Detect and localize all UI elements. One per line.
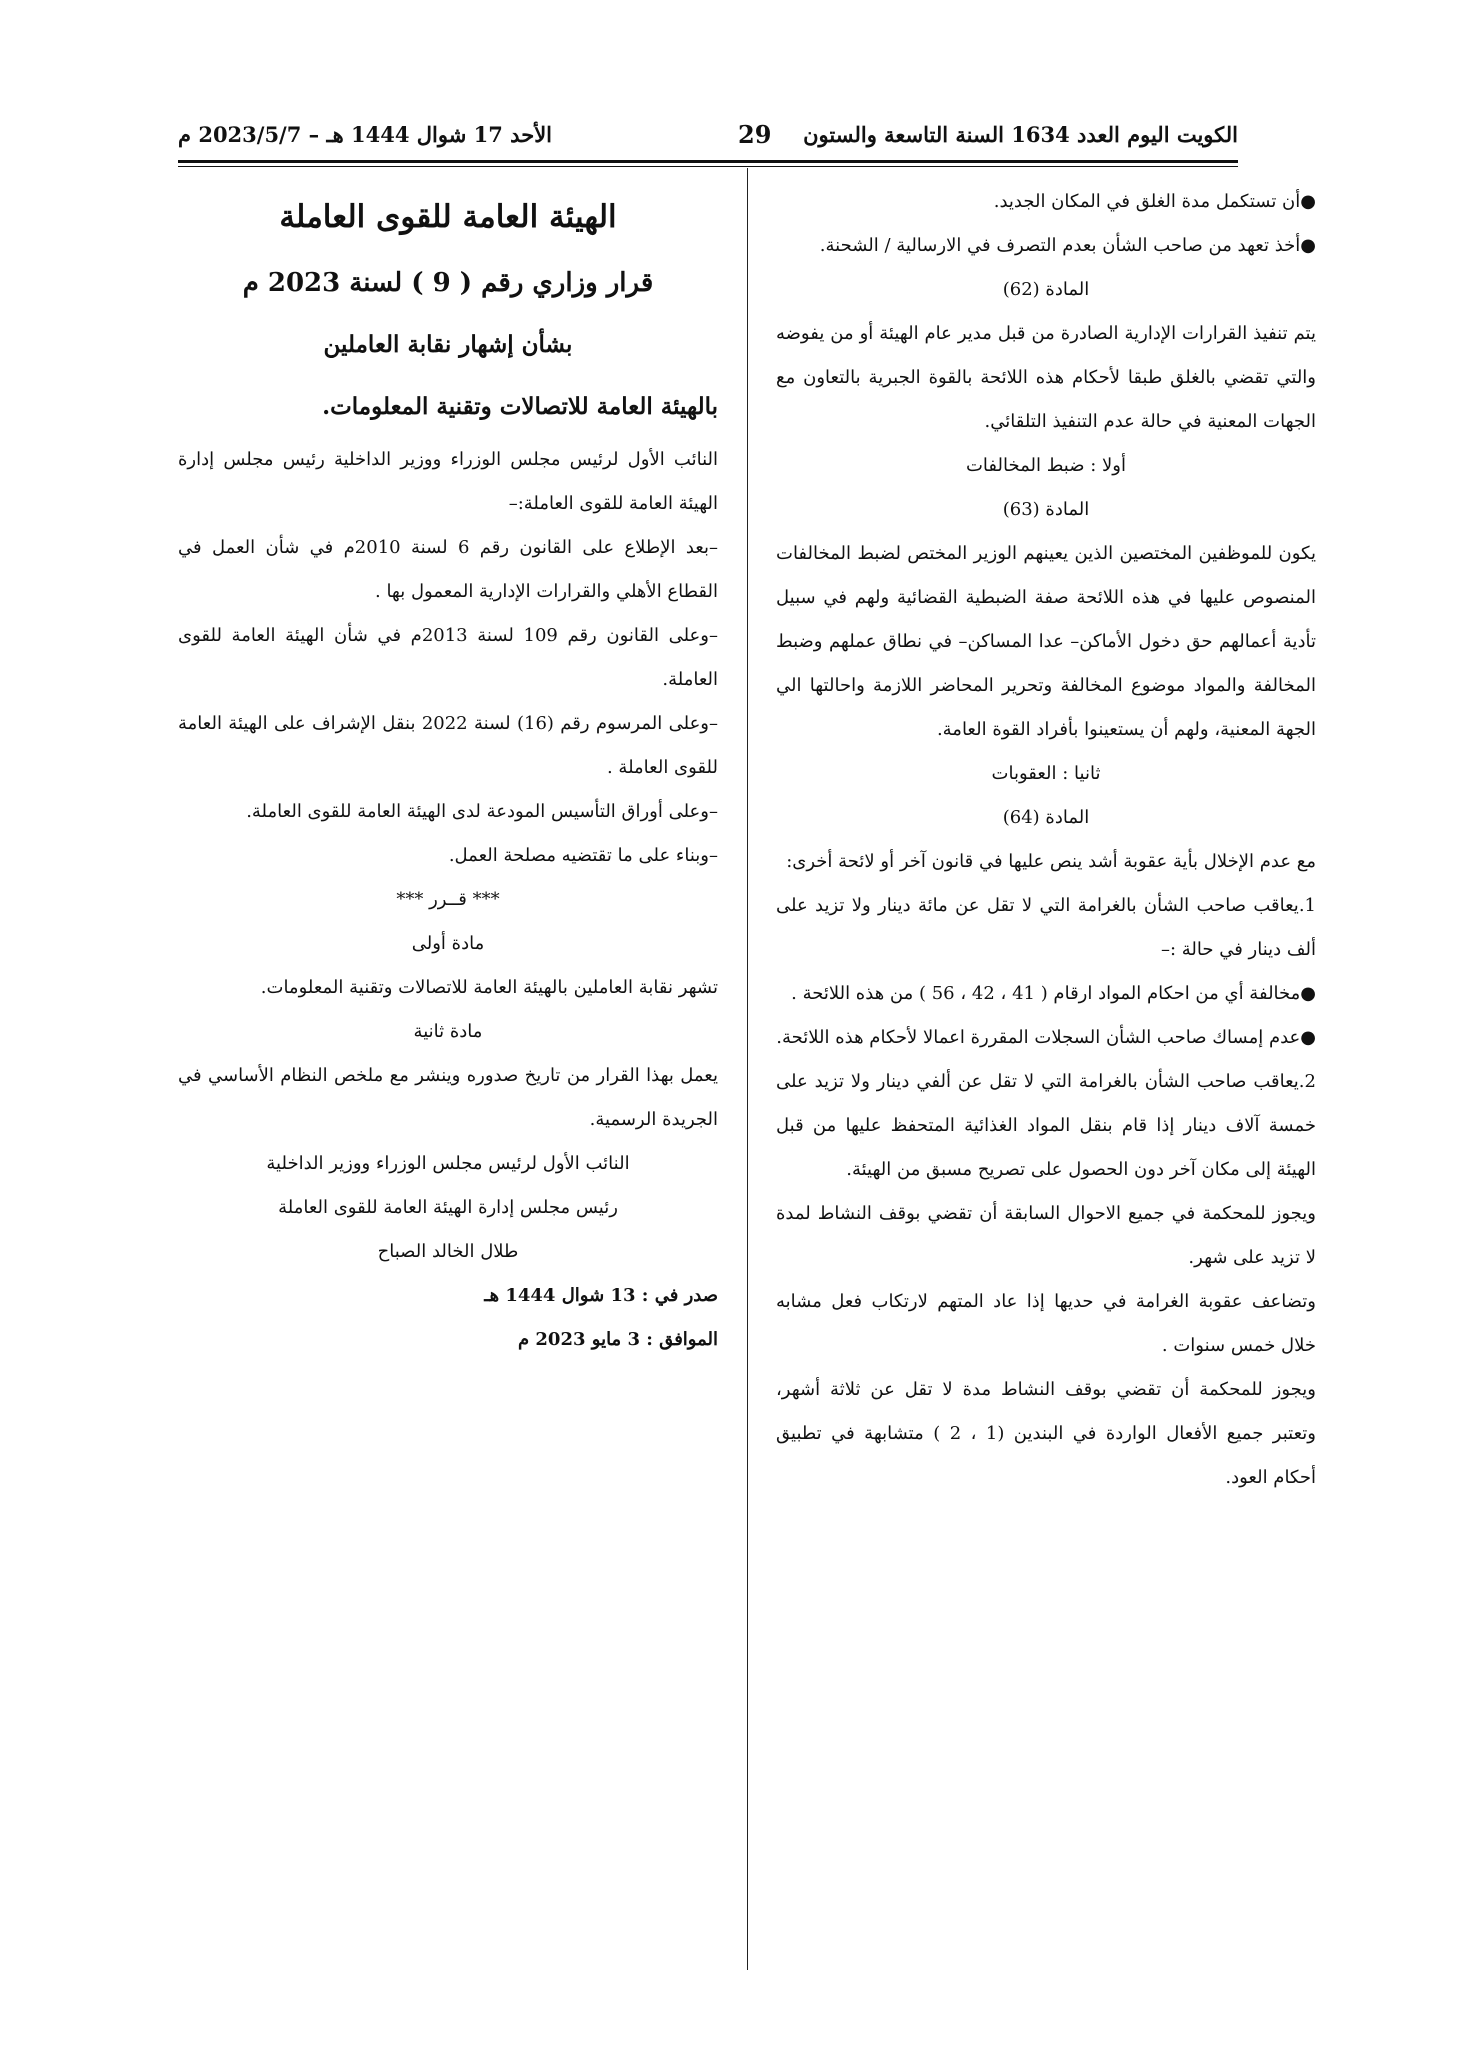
signature-title-1: النائب الأول لرئيس مجلس الوزراء ووزير الداخلية bbox=[266, 1153, 630, 1174]
right-column bbox=[776, 180, 1316, 1500]
preamble-law-6: –بعد الإطلاع على القانون رقم 6 لسنة 2010م في شأن العمل في القطاع الأهلي والقرارات الإدارية المعمول بها . bbox=[178, 537, 718, 602]
preamble-authority: النائب الأول لرئيس مجلس الوزراء ووزير الداخلية رئيس مجلس إدارة الهيئة العامة للقوى العاملة:– bbox=[178, 449, 718, 514]
penalty-clause-2: 2.يعاقب صاحب الشأن بالغرامة التي لا تقل عن ألفي دينار ولا تزيد على خمسة آلاف دينار إذا قام بنقل المواد الغذائية المتحفظ عليها من قبل الهيئة إلى مكان آخر دون الحصول على تصريح مسبق من الهيئة. bbox=[776, 1071, 1316, 1180]
article-2-title: مادة ثانية bbox=[413, 1021, 483, 1042]
article-2-text: يعمل بهذا القرار من تاريخ صدوره وينشر مع ملخص النظام الأساسي في الجريدة الرسمية. bbox=[178, 1065, 718, 1130]
article-62-title: المادة (62) bbox=[1002, 279, 1090, 300]
left-column bbox=[178, 180, 718, 1362]
article-64-title: المادة (64) bbox=[1002, 807, 1090, 828]
penalty-bullet-records: ●عدم إمساك صاحب الشأن السجلات المقررة اعمالا لأحكام هذه اللائحة. bbox=[776, 1027, 1316, 1048]
subject-line-1: بشأن إشهار نقابة العاملين bbox=[323, 331, 573, 358]
suspension-clause: ويجوز للمحكمة في جميع الاحوال السابقة أن تقضي بوقف النشاط لمدة لا تزيد على شهر. bbox=[776, 1203, 1316, 1268]
article-1-title: مادة أولى bbox=[411, 933, 485, 954]
header-issue-info: الكويت اليوم العدد 1634 السنة التاسعة والستون bbox=[803, 122, 1238, 147]
section-first-title: أولا : ضبط المخالفات bbox=[965, 455, 1126, 476]
preamble-decree-16: –وعلى المرسوم رقم (16) لسنة 2022 بنقل الإشراف على الهيئة العامة للقوى العاملة . bbox=[178, 713, 719, 778]
page-header bbox=[178, 118, 1238, 160]
article-62-text: يتم تنفيذ القرارات الإدارية الصادرة من قبل مدير عام الهيئة أو من يفوضه والتي تقضي بالغلق طبقا لأحكام هذه اللائحة بالقوة الجبرية بالتعاون مع الجهات المعنية في حالة عدم التنفيذ التلقائي. bbox=[776, 323, 1316, 432]
page-number: 29 bbox=[738, 120, 772, 149]
recidivism-clause: ويجوز للمحكمة أن تقضي بوقف النشاط مدة لا تقل عن ثلاثة أشهر، وتعتبر جميع الأفعال الواردة في البندين (1 ، 2 ) متشابهة في تطبيق أحكام العود. bbox=[776, 1379, 1316, 1488]
agency-title: الهيئة العامة للقوى العاملة bbox=[279, 199, 617, 235]
subject-line-2: بالهيئة العامة للاتصالات وتقنية المعلومات. bbox=[322, 393, 718, 420]
header-rule-thick bbox=[178, 160, 1238, 163]
doubling-clause: وتضاعف عقوبة الغرامة في حديها إذا عاد المتهم لارتكاب فعل مشابه خلال خمس سنوات . bbox=[776, 1291, 1316, 1356]
decided-heading: *** قــرر *** bbox=[396, 889, 500, 910]
section-second-title: ثانيا : العقوبات bbox=[991, 763, 1101, 784]
signatory-name: طلال الخالد الصباح bbox=[377, 1241, 519, 1262]
column-divider bbox=[747, 168, 748, 1970]
preamble-founding-papers: –وعلى أوراق التأسيس المودعة لدى الهيئة العامة للقوى العاملة. bbox=[246, 801, 718, 822]
header-date: الأحد 17 شوال 1444 هـ – 2023/5/7 م bbox=[178, 122, 553, 147]
bullet-undertaking: ●أخذ تعهد من صاحب الشأن بعدم التصرف في الارسالية / الشحنة. bbox=[819, 235, 1316, 256]
article-1-text: تشهر نقابة العاملين بالهيئة العامة للاتصالات وتقنية المعلومات. bbox=[260, 977, 718, 998]
bullet-closure-period: ●أن تستكمل مدة الغلق في المكان الجديد. bbox=[993, 191, 1316, 212]
penalty-bullet-articles: ●مخالفة أي من احكام المواد ارقام ( 41 ، 42 ، 56 ) من هذه اللائحة . bbox=[791, 983, 1316, 1004]
article-63-title: المادة (63) bbox=[1002, 499, 1090, 520]
penalty-clause-1: 1.يعاقب صاحب الشأن بالغرامة التي لا تقل عن مائة دينار ولا تزيد على ألف دينار في حالة :– bbox=[776, 895, 1316, 960]
article-64-intro: مع عدم الإخلال بأية عقوبة أشد ينص عليها في قانون آخر أو لائحة أخرى: bbox=[786, 851, 1316, 872]
decision-title: قرار وزاري رقم ( 9 ) لسنة 2023 م bbox=[242, 268, 654, 298]
issued-date: صدر في : 13 شوال 1444 هـ bbox=[484, 1285, 718, 1306]
header-rule-thin bbox=[178, 166, 1238, 167]
signature-title-2: رئيس مجلس إدارة الهيئة العامة للقوى العاملة bbox=[278, 1197, 618, 1218]
preamble-law-109: –وعلى القانون رقم 109 لسنة 2013م في شأن الهيئة العامة للقوى العاملة. bbox=[178, 625, 718, 690]
article-63-text: يكون للموظفين المختصين الذين يعينهم الوزير المختص لضبط المخالفات المنصوص عليها في هذه اللائحة صفة الضبطية القضائية ولهم في سبيل تأدية أعمالهم حق دخول الأماكن– عدا المساكن– في نطاق عملهم وضبط المخالفة والمواد موضوع المخالفة وتحرير المحاضر اللازمة واحالتها الي الجهة المعنية، ولهم أن يستعينوا بأفراد القوة العامة. bbox=[776, 543, 1316, 740]
preamble-work-interest: –وبناء على ما تقتضيه مصلحة العمل. bbox=[448, 845, 718, 866]
corresponding-date: الموافق : 3 مايو 2023 م bbox=[517, 1329, 718, 1350]
